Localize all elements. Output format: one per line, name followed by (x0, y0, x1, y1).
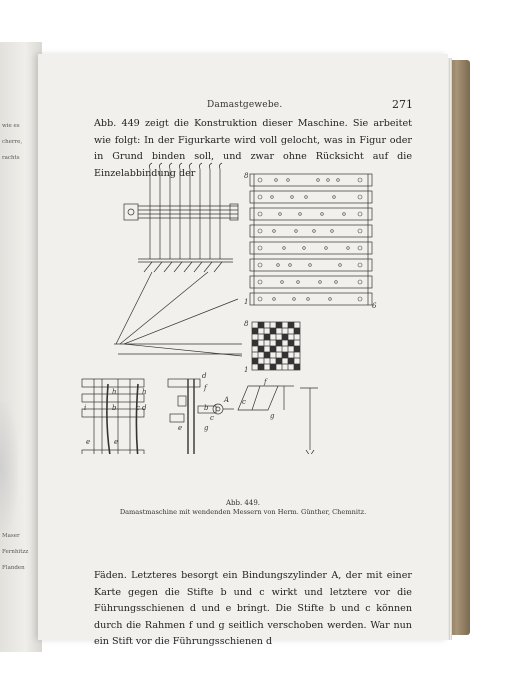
label-f-mid: f (204, 384, 207, 392)
label-card-top: 8 (244, 172, 249, 180)
label-e-mid: e (114, 438, 119, 446)
left-margin-line: rachts (2, 155, 20, 161)
damask-machine-figure (38, 54, 448, 454)
cylinder-mechanism (168, 379, 234, 454)
running-head: Damastgewebe. (207, 100, 283, 110)
left-page-shadow (0, 402, 18, 532)
left-page (0, 42, 42, 652)
cylinder-hole-icon (128, 209, 134, 215)
card-holes (258, 178, 362, 301)
page-number: 271 (392, 98, 413, 111)
label-e: e (86, 438, 91, 446)
label-card-right: 6 (372, 302, 377, 310)
label-d-mid: d (202, 372, 207, 380)
left-margin-line: Fernhitzz (2, 549, 29, 555)
label-d: d (142, 404, 147, 412)
hook-wires (149, 163, 222, 259)
label-grid-bottom: 1 (244, 366, 249, 374)
label-f-right: f (264, 378, 267, 386)
left-margin-line: wie es (2, 123, 20, 129)
paragraph-top: Abb. 449 zeigt die Konstruktion dieser Maschine. Sie arbeitet wie folgt: In der Figurkarte wird voll gelocht, was in Figur oder in Grund binden soll, und zwar ohne Rücksicht auf die Einzelabbindung der (94, 118, 412, 179)
label-b: b (112, 404, 117, 412)
pattern-card-stack (250, 174, 372, 305)
left-margin-line: cherre, (2, 139, 23, 145)
label-h: h (112, 388, 117, 396)
paragraph-bottom: Fäden. Letzteres besorgt ein Bindungszylinder A, der mit einer Karte gegen die Stifte b und c wirkt und letztere vor die Führungsschienen d und e bringt. Die Stifte b und c können durch die Rahmen f und g seitlich verschoben werden. War nun ein Stift vor die Führungsschienen d (94, 570, 412, 647)
label-e-lower: e (178, 424, 183, 432)
label-g-right: g (270, 412, 275, 420)
label-c-right: c (242, 398, 246, 406)
label-b-mid: b (204, 404, 209, 412)
label-grid-top: 8 (244, 320, 249, 328)
left-margin-line: Maser (2, 533, 20, 539)
label-A: A (224, 396, 230, 404)
frame-shift-mechanism (238, 386, 318, 454)
label-h-right: h (142, 388, 147, 396)
label-i: i (84, 404, 87, 412)
harness-cords (114, 272, 242, 356)
label-c-mid: c (210, 414, 214, 422)
label-card-bottom: 1 (244, 298, 249, 306)
label-g-mid: g (204, 424, 209, 432)
figure-number: Abb. 449. (225, 499, 261, 507)
label-c: c (136, 404, 140, 412)
figure-caption: Damastmaschine mit wendenden Messern von Herm. Günther, Chemnitz. (119, 508, 367, 516)
cylinder-block-icon (124, 204, 138, 220)
left-margin-line: Flanden (2, 565, 25, 571)
